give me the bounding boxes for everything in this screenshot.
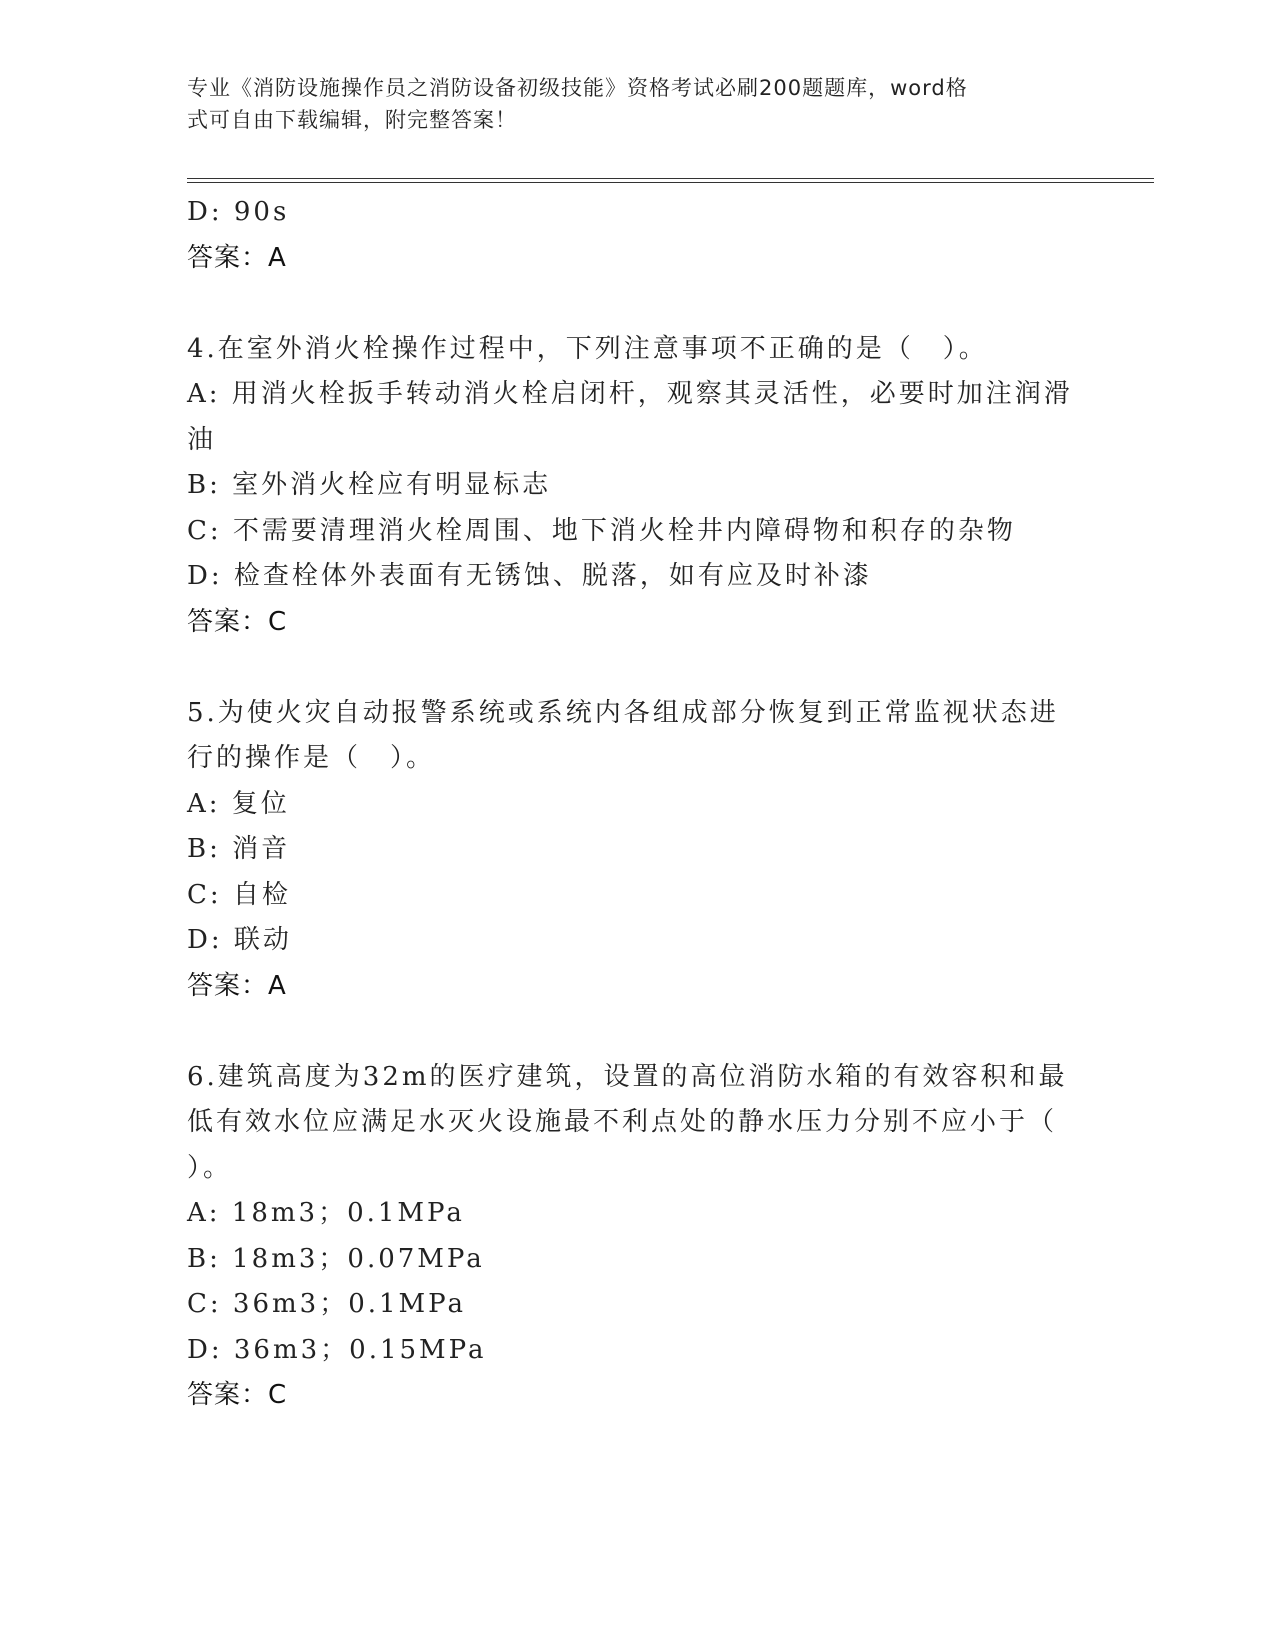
document-header	[187, 72, 1067, 136]
spacer	[187, 645, 1087, 691]
option-b: B: 室外消火栓应有明显标志	[187, 470, 552, 500]
header-divider-bottom	[187, 182, 1154, 183]
question-stem-continued: 低有效水位应满足水灭火设施最不利点处的静水压力分别不应小于（	[187, 1107, 1058, 1137]
option-a: A: 18m3；0.1MPa	[187, 1198, 465, 1228]
answer-line: 答案：C	[187, 1380, 288, 1410]
option-d: D: 联动	[187, 925, 292, 955]
header-divider-top	[187, 178, 1154, 179]
answer-line: 答案：A	[187, 970, 287, 1001]
option-b: B: 消音	[187, 834, 291, 864]
header-line-2: 式可自由下载编辑，附完整答案！	[187, 108, 517, 132]
question-stem: 6.建筑高度为32m的医疗建筑，设置的高位消防水箱的有效容积和最	[187, 1061, 1068, 1092]
question-stem-continued: 行的操作是（ ）。	[187, 743, 436, 773]
question-stem: 5.为使火灾自动报警系统或系统内各组成部分恢复到正常监视状态进	[187, 697, 1059, 728]
question-block	[187, 1055, 1087, 1419]
question-stem: 4.在室外消火栓操作过程中，下列注意事项不正确的是（ ）。	[187, 333, 988, 364]
question-block	[187, 327, 1087, 646]
option-a: A: 复位	[187, 788, 290, 819]
question-block	[187, 691, 1087, 1010]
option-c: C: 自检	[187, 879, 291, 910]
header-line-1: 专业《消防设施操作员之消防设备初级技能》资格考试必刷200题题库，word格	[187, 76, 968, 100]
question-stem-continued: ）。	[187, 1152, 233, 1183]
option-b: B: 18m3；0.07MPa	[187, 1243, 485, 1274]
option-a-continued: 油	[187, 424, 217, 455]
option-a: A: 用消火栓扳手转动消火栓启闭杆，观察其灵活性，必要时加注润滑	[187, 379, 1073, 409]
option-d: D: 36m3；0.15MPa	[187, 1334, 487, 1365]
option-c: C: 36m3；0.1MPa	[187, 1289, 466, 1319]
option-c: C: 不需要清理消火栓周围、地下消火栓井内障碍物和积存的杂物	[187, 515, 1016, 546]
spacer	[187, 281, 1087, 327]
spacer	[187, 1009, 1087, 1055]
option-d: D: 90s	[187, 197, 290, 227]
question-list	[187, 190, 1087, 1419]
answer-line: 答案：A	[187, 242, 287, 273]
option-d: D: 检查栓体外表面有无锈蚀、脱落，如有应及时补漆	[187, 561, 872, 591]
answer-line: 答案：C	[187, 606, 288, 637]
